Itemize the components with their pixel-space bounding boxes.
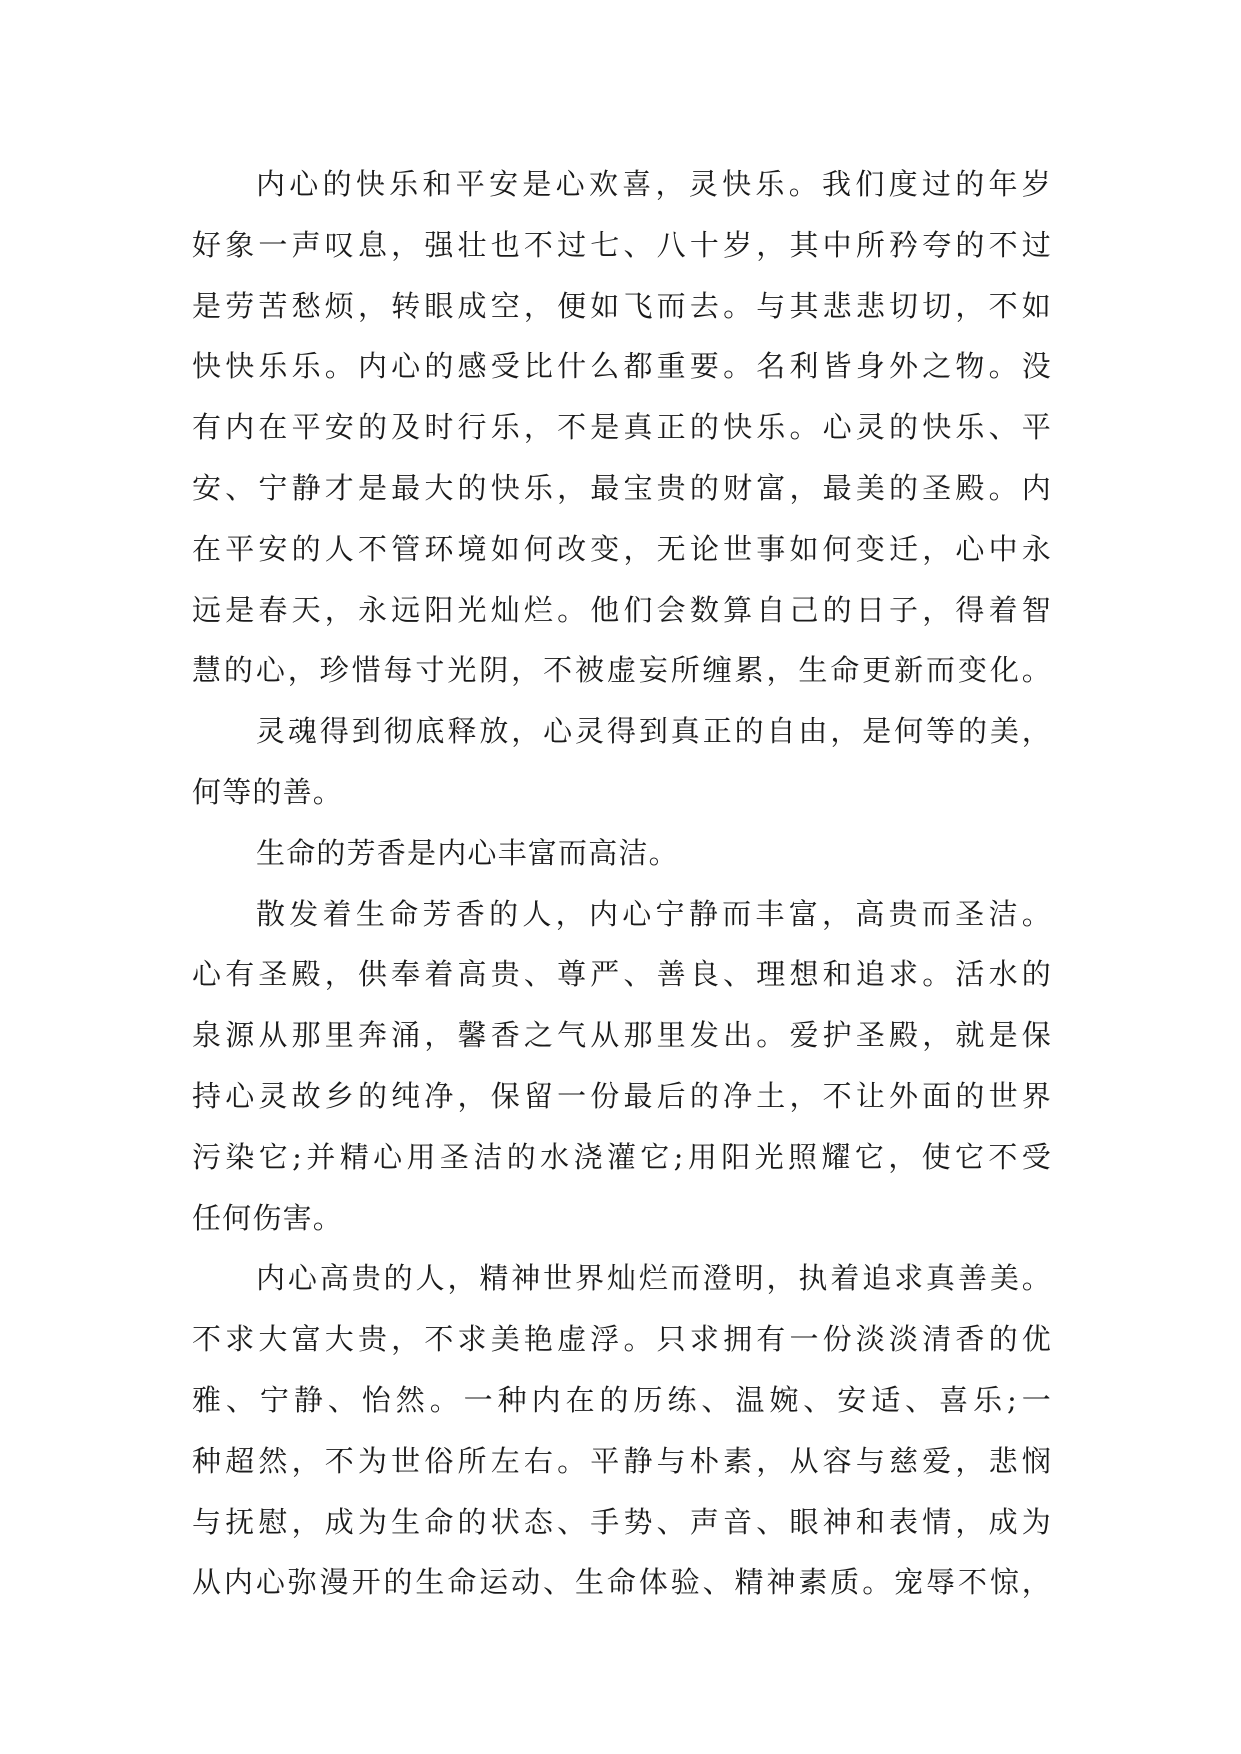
text-line: 生命的芳香是内心丰富而高洁。 — [256, 835, 679, 870]
text-line: 任何伤害。 — [192, 1200, 344, 1235]
text-line: 是劳苦愁烦，转眼成空，便如飞而去。与其悲悲切切，不如 — [192, 288, 1052, 323]
text-line: 种超然，不为世俗所左右。平静与朴素，从容与慈爱，悲悯 — [192, 1443, 1052, 1478]
text-line: 雅、宁静、怡然。一种内在的历练、温婉、安适、喜乐;一 — [192, 1382, 1052, 1417]
text-line: 散发着生命芳香的人，内心宁静而丰富，高贵而圣洁。 — [256, 896, 1052, 931]
text-line: 好象一声叹息，强壮也不过七、八十岁，其中所矜夸的不过 — [192, 227, 1052, 262]
text-line: 快快乐乐。内心的感受比什么都重要。名利皆身外之物。没 — [192, 349, 1052, 384]
text-line: 内心高贵的人，精神世界灿烂而澄明，执着追求真善美。 — [256, 1261, 1052, 1296]
text-line: 泉源从那里奔涌，馨香之气从那里发出。爱护圣殿，就是保 — [192, 1018, 1052, 1053]
text-line: 慧的心，珍惜每寸光阴，不被虚妄所缠累，生命更新而变化。 — [192, 653, 1052, 688]
text-line: 心有圣殿，供奉着高贵、尊严、善良、理想和追求。活水的 — [192, 957, 1052, 992]
text-line: 与抚慰，成为生命的状态、手势、声音、眼神和表情，成为 — [192, 1504, 1052, 1539]
text-line: 灵魂得到彻底释放，心灵得到真正的自由，是何等的美， — [256, 714, 1052, 749]
text-line: 不求大富大贵，不求美艳虚浮。只求拥有一份淡淡清香的优 — [192, 1322, 1052, 1357]
document-body — [192, 154, 1052, 1613]
text-line: 持心灵故乡的纯净，保留一份最后的净土，不让外面的世界 — [192, 1078, 1052, 1113]
text-line: 从内心弥漫开的生命运动、生命体验、精神素质。宠辱不惊， — [192, 1565, 1052, 1600]
text-line: 远是春天，永远阳光灿烂。他们会数算自己的日子，得着智 — [192, 592, 1052, 627]
text-line: 有内在平安的及时行乐，不是真正的快乐。心灵的快乐、平 — [192, 410, 1052, 445]
text-line: 何等的善。 — [192, 774, 344, 809]
text-line: 内心的快乐和平安是心欢喜，灵快乐。我们度过的年岁 — [256, 167, 1052, 201]
text-line: 在平安的人不管环境如何改变，无论世事如何变迁，心中永 — [192, 531, 1052, 566]
text-line: 污染它;并精心用圣洁的水浇灌它;用阳光照耀它，使它不受 — [192, 1139, 1052, 1174]
text-line: 安、宁静才是最大的快乐，最宝贵的财富，最美的圣殿。内 — [192, 470, 1052, 505]
